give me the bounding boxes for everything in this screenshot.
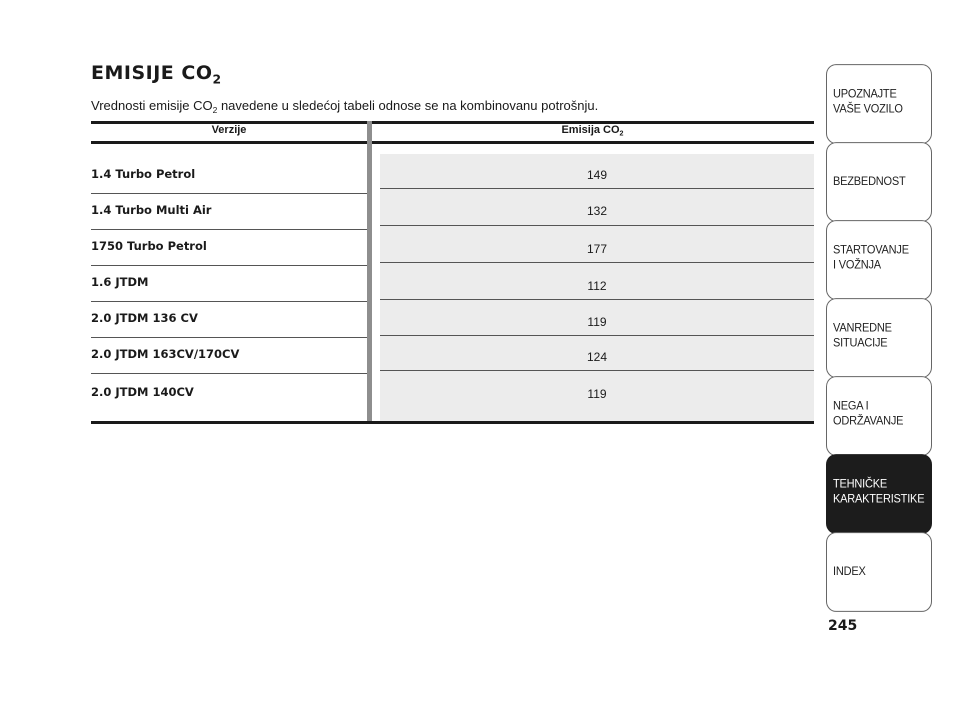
tab-label-line2: I VOŽNJA [833, 258, 881, 272]
table-row-version: 1.4 Turbo Petrol [91, 167, 196, 181]
row-divider [380, 370, 814, 371]
tab-startovanje[interactable] [826, 220, 932, 300]
tab-label-line2: SITUACIJE [833, 336, 888, 350]
tab-index[interactable] [826, 532, 932, 612]
table-row-value: 124 [586, 350, 608, 364]
row-divider [380, 262, 814, 263]
table-row-version: 1750 Turbo Petrol [91, 239, 207, 253]
tab-label-line1: INDEX [833, 565, 866, 579]
table-row-value: 149 [586, 168, 608, 182]
row-divider [91, 301, 367, 302]
page-title [91, 62, 222, 87]
row-divider [91, 373, 367, 374]
tab-tehnicke[interactable] [826, 454, 932, 534]
tab-vanredne[interactable] [826, 298, 932, 378]
table-row-version: 2.0 JTDM 140CV [91, 385, 194, 399]
tab-label-line2: ODRŽAVANJE [833, 414, 904, 428]
tab-label-line2: KARAKTERISTIKE [833, 492, 925, 506]
column-divider [367, 121, 372, 424]
row-divider [91, 337, 367, 338]
column-header-emission-subscript: 2 [619, 129, 624, 138]
row-divider [380, 299, 814, 300]
table-row-version: 2.0 JTDM 163CV/170CV [91, 347, 240, 361]
table-row-value: 112 [587, 279, 607, 293]
table-row-version: 2.0 JTDM 136 CV [91, 311, 198, 325]
tab-label-line1: VANREDNE [833, 322, 892, 335]
tab-upoznajte[interactable] [826, 64, 932, 144]
title-text: EMISIJE CO [91, 62, 213, 84]
column-header-version: Verzije [211, 124, 247, 136]
tab-label-line1: NEGA I [833, 400, 869, 413]
intro-text [91, 98, 598, 113]
intro-subscript: 2 [212, 104, 218, 115]
tab-label-line2: VAŠE VOZILO [833, 102, 903, 116]
title-subscript: 2 [212, 72, 222, 87]
column-header-emission-text: Emisija CO [561, 124, 620, 136]
column-header-emission [371, 124, 814, 136]
row-divider [380, 335, 814, 336]
row-divider [380, 188, 814, 189]
table-row-value: 119 [587, 387, 607, 401]
emissions-table [91, 119, 814, 425]
tab-nega[interactable] [826, 376, 932, 456]
table-bottom-rule [91, 421, 814, 424]
intro-before: Vrednosti emisije CO [91, 98, 213, 113]
row-divider [91, 229, 367, 230]
tab-bezbednost[interactable] [826, 142, 932, 222]
table-row-value: 119 [587, 315, 607, 329]
table-row-value: 177 [586, 242, 608, 256]
tab-label-line1: BEZBEDNOST [833, 175, 906, 189]
tab-label-line1: UPOZNAJTE [833, 88, 897, 101]
table-row-version: 1.6 JTDM [91, 275, 149, 289]
row-divider [91, 265, 367, 266]
row-divider [91, 193, 367, 194]
tab-label-line1: TEHNIČKE [833, 478, 888, 491]
page-number: 245 [828, 618, 858, 634]
tab-label-line1: STARTOVANJE [833, 244, 909, 257]
table-row-version: 1.4 Turbo Multi Air [91, 203, 212, 217]
table-row-value: 132 [586, 204, 608, 218]
table-header-rule [91, 141, 814, 144]
row-divider [380, 225, 814, 226]
intro-after: navedene u sledećoj tabeli odnose se na kombinovanu potrošnju. [217, 98, 599, 113]
